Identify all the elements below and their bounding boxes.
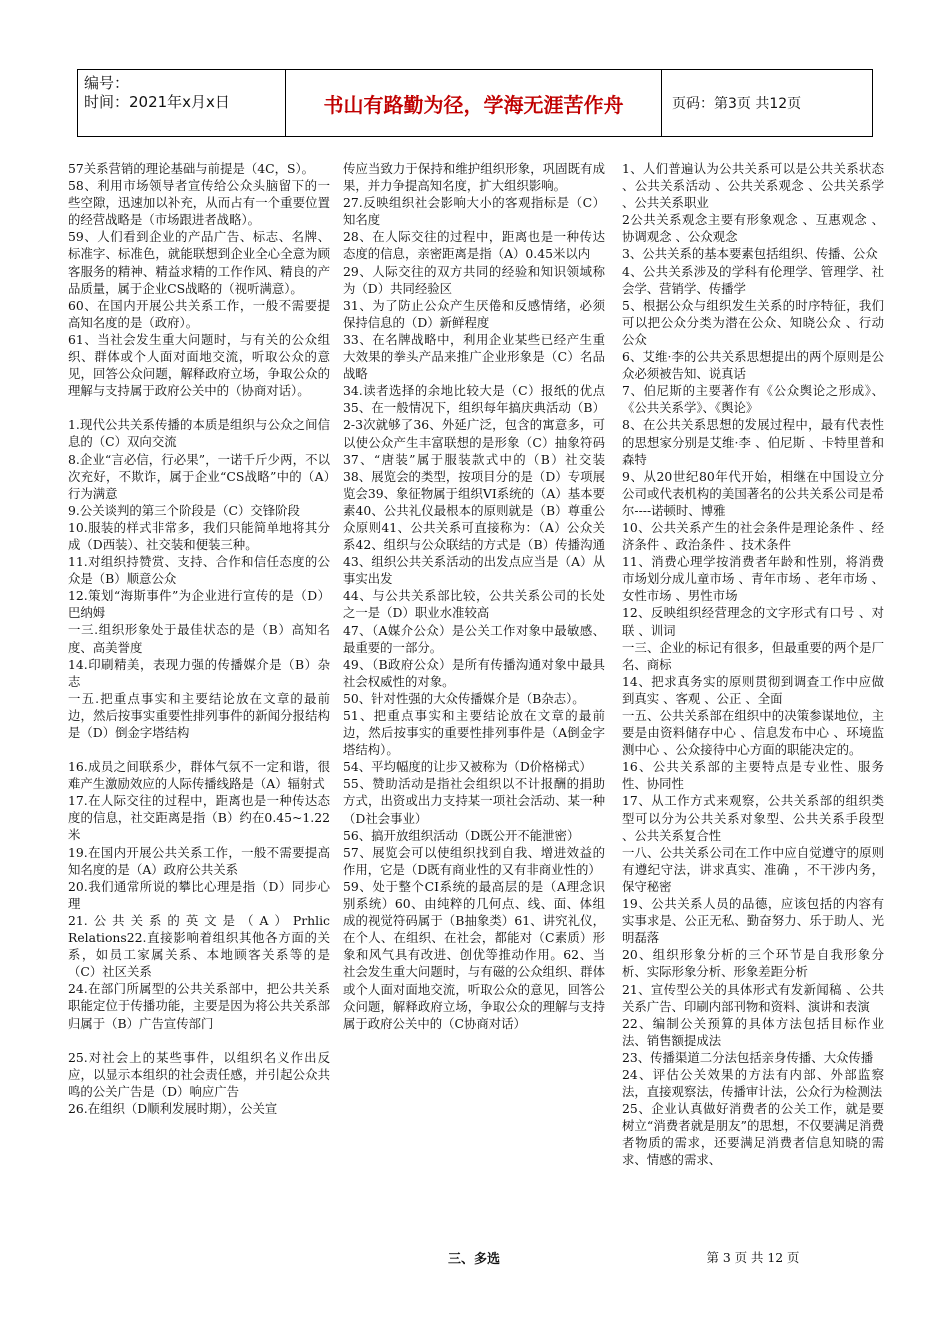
question-paragraph: 20、组织形象分析的三个环节是自我形象分析、实际形象分析、形象差距分析 — [622, 947, 884, 980]
header-page-number: 页码：第3页 共12页 — [672, 96, 802, 112]
text-column-2 — [343, 160, 605, 1032]
question-paragraph: 59、处于整个CI系统的最高层的是（A理念识别系统）60、由纯粹的几何点、线、面、体组成的视觉符码属于（B抽象类）61、讲究礼仪，在个人、在组织、在社会，都能对（C素质）形象和风气具有改进、创优等推动作用。62、当社会发生重大问题时，与有磁的公众组织、群体或个人面对面地交流，听取公众的意见，回答公众问题，解释政府立场，争取公众的理解与支持属于政府公关中的（C协商对话） — [343, 878, 605, 1031]
question-paragraph: 34.读者选择的余地比较大是（C）报纸的优点35、在一般情况下，组织每年搞庆典活动（B）2-3次就够了36、外延广泛，包含的寓意多，可以使公众产生丰富联想的是形象（C）抽象符码37、“唐装”属于服装款式中的（B）社交装38、展览会的类型，按项目分的是（D）专项展览会39、象征物属于组织VI系统的（A）基本要素40、公共礼仪最根本的原则就是（B）尊重公众原则41、公共关系可直接称为：（A）公众关系42、组织与公众联结的方式是（B）传播沟通43、组织公共关系活动的出发点应当是（A）从事实出发 — [343, 383, 605, 587]
question-paragraph: 1.现代公共关系传播的本质是组织与公众之间信息的（C）双向交流 — [68, 417, 330, 450]
header-meta — [78, 70, 286, 136]
question-paragraph: 58、利用市场领导者宣传给公众头脑留下的一些空隙，迅速加以补充，从而占有一个重要位置的经营战略是（市场跟进者战略）。 — [68, 178, 330, 228]
question-paragraph: 一五、公共关系部在组织中的决策参谋地位，主要是由资料储存中心 、信息发布中心 、环境监测中心 、公众接待中心方面的职能决定的。 — [622, 708, 884, 758]
question-paragraph: 7、伯尼斯的主要著作有《公众舆论之形成》、《公共关系学》、《舆论》 — [622, 383, 884, 416]
question-paragraph: 23、传播渠道二分法包括亲身传播、大众传播 — [622, 1049, 874, 1065]
question-paragraph: 24.在部门所属型的公共关系部中，把公共关系职能定位于传播功能，主要是因为将公共关系部归属于（B）广告宣传部门 — [68, 981, 330, 1031]
question-paragraph: 16.成员之间联系少，群体气氛不一定和谐，很难产生激励效应的人际传播线路是（A）辐射式 — [68, 759, 330, 792]
document-number-label: 编号： — [84, 74, 130, 92]
question-paragraph: 20.我们通常所说的攀比心理是指（D）同步心理 — [68, 878, 330, 911]
page-footer: 第 3 页 共 12 页 — [706, 1250, 800, 1265]
section-title-multiple-choice: 三、多选 — [447, 1252, 500, 1267]
question-paragraph: 3、公共关系的基本要素包括组织、传播、公众 — [622, 246, 878, 262]
question-paragraph: 9、从20世纪80年代开始，相继在中国设立分公司或代表机构的美国著名的公共关系公司是希尔----诺顿时、博雅 — [622, 468, 884, 518]
question-paragraph: 26.在组织（D顺利发展时期），公关宣 — [68, 1100, 278, 1116]
question-paragraph: 19、公共关系人员的品德，应该包括的内容有实事求是、公正无私、勤奋努力、乐于助人、光明磊落 — [622, 896, 884, 946]
document-time-label: 时间：2021年x月x日 — [84, 93, 230, 111]
question-paragraph: 21、宣传型公关的具体形式有发新闻稿 、公共关系广告、印刷内部刊物和资料、演讲和表演 — [622, 981, 884, 1014]
question-paragraph: 22、编制公关预算的具体方法包括目标作业法、销售额提成法 — [622, 1015, 884, 1048]
question-paragraph: 25、企业认真做好消费者的公关工作，就是要树立“消费者就是朋友”的思想，不仅要满足消费者物质的需求，还要满足消费者信息知晓的需求、情感的需求、 — [622, 1101, 884, 1168]
question-paragraph: 2公共关系观念主要有形象观念 、互惠观念 、协调观念 、公众观念 — [622, 212, 884, 245]
question-paragraph: 14.印刷精美，表现力强的传播媒介是（B）杂志 — [68, 656, 330, 689]
question-paragraph: 56、搞开放组织活动（D既公开不能泄密） — [343, 827, 580, 843]
question-paragraph: 10.服装的样式非常多，我们只能简单地将其分成（D西装）、社交装和便装三种。 — [68, 519, 330, 552]
question-paragraph: 11.对组织持赞赏、支持、合作和信任态度的公众是（B）顺意公众 — [68, 554, 330, 587]
question-paragraph: 44、与公共关系部比较，公共关系公司的长处之一是（D）职业水准较高 — [343, 588, 605, 621]
question-paragraph: 25.对社会上的某些事件，以组织名义作出反应，以显示本组织的社会责任感，并引起公众共鸣的公关广告是（D）响应广告 — [68, 1049, 330, 1099]
question-paragraph: 9.公关谈判的第三个阶段是（C）交锋阶段 — [68, 502, 300, 518]
question-paragraph: 21.公共关系的英文是（A）Prhlic Relations22.直接影响着组织其他各方面的关系，如员工家属关系、本地顾客关系等的是（C）社区关系 — [68, 912, 330, 980]
text-column-1 — [68, 160, 330, 1117]
question-paragraph: 12.策划“海斯事件”为企业进行宣传的是（D）巴纳姆 — [68, 588, 330, 621]
question-paragraph: 5、根据公众与组织发生关系的时序特征，我们可以把公众分类为潜在公众、知晓公众 、行动公众 — [622, 297, 884, 347]
page-header — [77, 69, 873, 137]
question-paragraph: 61、当社会发生重大问题时，与有关的公众组织、群体或个人面对面地交流，听取公众的意见，回答公众问题，解释政府立场，争取公众的理解与支持属于政府公关中的（协商对话）。 — [68, 331, 330, 399]
question-paragraph: 28、在人际交往的过程中，距离也是一种传达态度的信息，亲密距离是指（A）0.45米以内 — [343, 229, 605, 262]
text-column-3 — [622, 160, 884, 1169]
question-paragraph: 10、公共关系产生的社会条件是理论条件 、经济条件 、政治条件 、技术条件 — [622, 519, 884, 553]
question-paragraph: 29、人际交往的双方共同的经验和知识领域称为（D）共同经验区 — [343, 263, 605, 296]
question-paragraph: 14、把求真务实的原则贯彻到调查工作中应做到真实 、客观 、公正 、全面 — [622, 673, 884, 706]
question-paragraph: 4、公共关系涉及的学科有伦理学、管理学、社会学、营销学、传播学 — [622, 263, 884, 296]
question-paragraph: 59、人们看到企业的产品广告、标志、名牌、标准字、标准色，就能联想到企业全心全意为顾客服务的精神、精益求精的工作作风、精良的产品质量，属于企业CS战略的（视听满意）。 — [68, 229, 330, 296]
question-paragraph: 一三、企业的标记有很多，但最重要的两个是厂名、商标 — [622, 639, 884, 672]
question-paragraph: 1、人们普遍认为公共关系可以是公共关系状态 、公共关系活动 、公共关系观念 、公共关系学 、公共关系职业 — [622, 161, 884, 211]
paragraph-gap — [68, 1032, 330, 1049]
question-paragraph: 16、公共关系部的主要特点是专业性、服务性、协同性 — [622, 759, 884, 792]
question-paragraph: 传应当致力于保持和维护组织形象，巩固既有成果，并力争提高知名度，扩大组织影响。 — [343, 161, 605, 194]
question-paragraph: 27.反映组织社会影响大小的客观指标是（C）知名度 — [343, 195, 605, 228]
question-paragraph: 47、（A媒介公众）是公关工作对象中最敏感、最重要的一部分。 — [343, 622, 605, 655]
question-paragraph: 33、在名牌战略中，利用企业某些已经产生重大效果的拳头产品来推广企业形象是（C）名品战略 — [343, 331, 605, 382]
question-paragraph: 31、为了防止公众产生厌倦和反感情绪，必须保持信息的（D）新鲜程度 — [343, 297, 605, 330]
question-paragraph: 17、从工作方式来观察，公共关系部的组织类型可以分为公共关系对象型、公共关系手段型 、公共关系复合性 — [622, 793, 884, 843]
question-paragraph: 一八、公共关系公司在工作中应自觉遵守的原则有遵纪守法，讲求真实、准确 ，不干涉内务，保守秘密 — [622, 844, 884, 894]
question-paragraph: 11、消费心理学按消费者年龄和性别，将消费市场划分成儿童市场 、青年市场 、老年市场 、女性市场 、男性市场 — [622, 554, 884, 604]
question-paragraph: 19.在国内开展公共关系工作，一般不需要提高知名度的是（A）政府公共关系 — [68, 844, 330, 877]
question-paragraph: 49、（B政府公众）是所有传播沟通对象中最具社会权威性的对象。 — [343, 656, 605, 689]
header-motto: 书山有路勤为径，学海无涯苦作舟 — [286, 70, 662, 136]
question-paragraph: 17.在人际交往的过程中，距离也是一种传达态度的信息，社交距离是指（B）约在0.45~1.22米 — [68, 793, 330, 843]
question-paragraph: 60、在国内开展公共关系工作，一般不需要提高知名度的是（政府）。 — [68, 297, 330, 330]
question-paragraph: 一五.把重点事实和主要结论放在文章的最前边，然后按事实重要性排列事件的新闻分报结构是（D）倒金字塔结构 — [68, 690, 330, 740]
question-paragraph: 50、针对性强的大众传播媒介是（B杂志）。 — [343, 690, 585, 706]
question-paragraph: 24、评估公关效果的方法有内部、外部监察法，直接观察法，传播审计法，公众行为检测法 — [622, 1066, 884, 1100]
question-paragraph: 8、在公共关系思想的发展过程中，最有代表性的思想家分别是艾维·李 、伯尼斯 、卡特里普和森特 — [622, 417, 884, 467]
question-paragraph: 55、赞助活动是指社会组织以不计报酬的捐助方式，出资或出力支持某一项社会活动、某一种（D社会事业） — [343, 776, 605, 826]
question-paragraph: 54、平均幅度的让步又被称为（D价格梯式） — [343, 759, 592, 775]
question-paragraph: 8.企业“言必信，行必果”，一诺千斤少两，不以次充好，不欺诈，属于企业“CS战略”中的（A）行为满意 — [68, 451, 330, 501]
question-paragraph: 一三.组织形象处于最佳状态的是（B）高知名度、高美誉度 — [68, 622, 330, 655]
paragraph-gap — [68, 741, 330, 758]
question-paragraph: 57关系营销的理论基础与前提是（4C，S）。 — [68, 161, 315, 176]
question-paragraph: 12、反映组织经营理念的文字形式有口号 、对联 、训词 — [622, 605, 884, 638]
question-paragraph: 51、把重点事实和主要结论放在文章的最前边，然后按事实的重要性排列事件是（A倒金字塔结构）。 — [343, 708, 605, 758]
paragraph-gap — [68, 399, 330, 416]
question-paragraph: 57、展览会可以使组织找到自我、增进效益的作用，它是（D既有商业性的又有非商业性的） — [343, 844, 605, 877]
question-paragraph: 6、艾维·李的公共关系思想提出的两个原则是公众必须被告知、说真话 — [622, 349, 884, 382]
